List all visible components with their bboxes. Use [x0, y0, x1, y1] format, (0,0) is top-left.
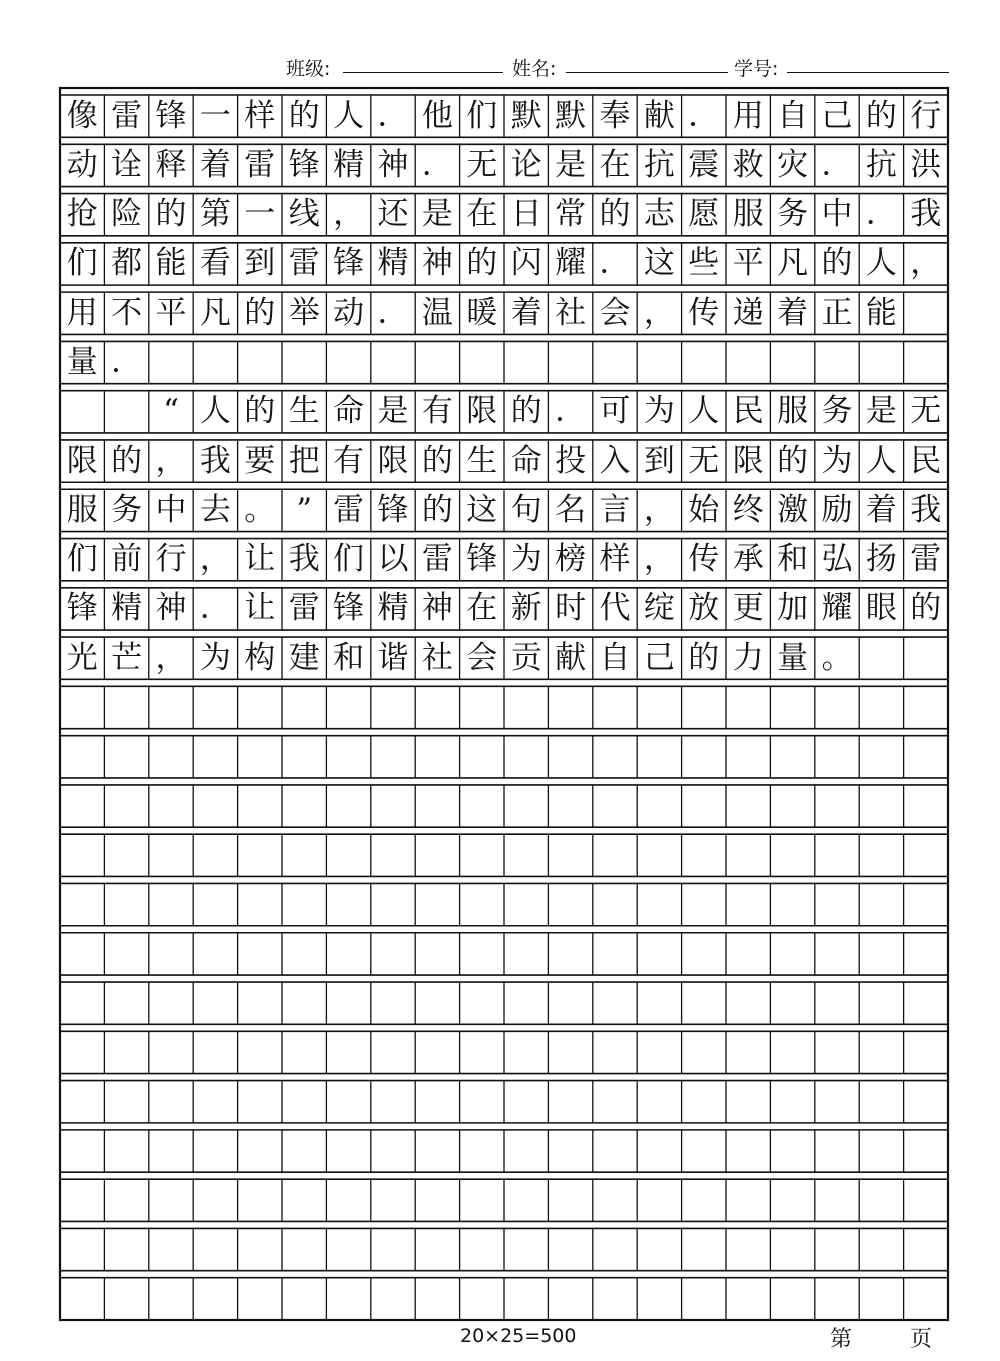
essay-char: ，	[155, 639, 187, 676]
essay-char: 。	[244, 491, 276, 528]
essay-char: 的	[111, 442, 143, 479]
student-id-label: 学号:	[734, 58, 779, 80]
essay-char: 有	[333, 442, 365, 479]
essay-char: 精	[111, 590, 143, 627]
essay-char: 限	[377, 442, 409, 479]
essay-char: 的	[421, 491, 453, 528]
essay-char: 神	[155, 590, 187, 627]
essay-char: 的	[244, 294, 276, 331]
essay-char: 的	[466, 245, 498, 282]
essay-char: 在	[466, 590, 498, 627]
essay-char: 暖	[466, 294, 498, 331]
essay-char: 民	[732, 393, 764, 430]
essay-char: 锋	[288, 146, 320, 183]
essay-char: 构	[244, 639, 276, 676]
essay-char: ，	[155, 442, 187, 479]
essay-char: ．	[377, 97, 409, 134]
essay-char: 精	[333, 146, 365, 183]
essay-char: 到	[244, 245, 276, 282]
essay-char: 精	[377, 590, 409, 627]
essay-char: 限	[466, 393, 498, 430]
essay-char: 们	[66, 541, 98, 578]
essay-char: 锋	[155, 97, 187, 134]
essay-char: 命	[333, 393, 365, 430]
essay-char: 正	[821, 294, 853, 331]
essay-char: 默	[510, 97, 542, 134]
essay-char: 们	[66, 245, 98, 282]
essay-char: 还	[377, 196, 409, 233]
essay-char: 和	[333, 639, 365, 676]
essay-char: 自	[777, 97, 809, 134]
essay-char: 神	[377, 146, 409, 183]
essay-char: 服	[66, 491, 98, 528]
essay-char: 像	[66, 97, 98, 134]
essay-char: 把	[288, 442, 320, 479]
essay-char: 神	[421, 590, 453, 627]
essay-char: 眼	[865, 590, 897, 627]
essay-char: ，	[910, 245, 942, 282]
essay-char: 震	[688, 146, 720, 183]
essay-char: 的	[288, 97, 320, 134]
essay-char: ．	[377, 294, 409, 331]
essay-char: 凡	[199, 294, 231, 331]
essay-char: 闪	[510, 245, 542, 282]
essay-char: 这	[466, 491, 498, 528]
essay-char: 锋	[333, 590, 365, 627]
essay-char: 凡	[777, 245, 809, 282]
essay-char: 己	[643, 639, 675, 676]
essay-char: 锋	[333, 245, 365, 282]
essay-char: 们	[466, 97, 498, 134]
essay-char: 些	[688, 245, 720, 282]
essay-char: 让	[244, 541, 276, 578]
essay-char: 的	[421, 442, 453, 479]
essay-char: 释	[155, 146, 187, 183]
essay-char: 言	[599, 491, 631, 528]
essay-char: 是	[421, 196, 453, 233]
essay-char: ．	[199, 590, 231, 627]
essay-char: 务	[821, 393, 853, 430]
essay-char: 榜	[555, 541, 587, 578]
essay-char: 的	[688, 639, 720, 676]
page-suffix: 页	[910, 1327, 933, 1352]
essay-char: 精	[377, 245, 409, 282]
essay-char: 绽	[643, 590, 675, 627]
essay-char: 无	[466, 146, 498, 183]
essay-char: 我	[199, 442, 231, 479]
essay-char: ．	[555, 393, 587, 430]
essay-char: ，	[643, 491, 675, 528]
essay-char: 量	[777, 639, 809, 676]
essay-char: 传	[688, 541, 720, 578]
essay-char: ，	[643, 294, 675, 331]
essay-char: 险	[111, 196, 143, 233]
essay-char: 的	[599, 196, 631, 233]
essay-char: 抗	[865, 146, 897, 183]
name-label: 姓名:	[512, 58, 557, 80]
essay-char: 的	[865, 97, 897, 134]
essay-char: 日	[510, 196, 542, 233]
essay-char: 他	[421, 97, 453, 134]
essay-char: 传	[688, 294, 720, 331]
essay-char: 放	[688, 590, 720, 627]
essay-char: 我	[910, 491, 942, 528]
essay-char: 务	[777, 196, 809, 233]
essay-char: ，	[333, 196, 365, 233]
essay-char: 人	[865, 442, 897, 479]
essay-char: 们	[333, 541, 365, 578]
essay-char: 抢	[66, 196, 98, 233]
essay-char: 雷	[111, 97, 143, 134]
essay-char: 服	[777, 393, 809, 430]
essay-char: 有	[421, 393, 453, 430]
essay-char: 志	[643, 196, 675, 233]
essay-char: 服	[732, 196, 764, 233]
grid-formula: 20×25=500	[460, 1325, 577, 1347]
essay-char: 抗	[643, 146, 675, 183]
essay-char: 入	[599, 442, 631, 479]
essay-char: 的	[910, 590, 942, 627]
essay-char: 是	[555, 146, 587, 183]
essay-char: 新	[510, 590, 542, 627]
page-prefix: 第	[830, 1327, 853, 1352]
essay-char: 前	[111, 541, 143, 578]
essay-char: 耀	[555, 245, 587, 282]
essay-char: 不	[111, 294, 143, 331]
essay-char: 中	[155, 491, 187, 528]
essay-char: 行	[910, 97, 942, 134]
essay-char: 递	[732, 294, 764, 331]
essay-char: 芒	[111, 639, 143, 676]
essay-char: ，	[199, 541, 231, 578]
essay-char: 社	[555, 294, 587, 331]
essay-char: 常	[555, 196, 587, 233]
essay-char: ．	[111, 344, 143, 381]
essay-char: 雷	[910, 541, 942, 578]
essay-char: 锋	[66, 590, 98, 627]
essay-char: 诠	[111, 146, 143, 183]
essay-char: 社	[421, 639, 453, 676]
essay-char: 励	[821, 491, 853, 528]
essay-char: 我	[288, 541, 320, 578]
essay-char: 代	[599, 590, 631, 627]
essay-char: 着	[199, 146, 231, 183]
essay-char: 锋	[466, 541, 498, 578]
essay-char: 我	[910, 196, 942, 233]
essay-char: 灾	[777, 146, 809, 183]
essay-char: 一	[244, 196, 276, 233]
essay-char: 己	[821, 97, 853, 134]
essay-char: 的	[155, 196, 187, 233]
essay-char: 为	[199, 639, 231, 676]
essay-char: 在	[599, 146, 631, 183]
essay-char: 和	[777, 541, 809, 578]
essay-char: 会	[466, 639, 498, 676]
essay-char: “	[163, 393, 179, 430]
essay-char: 用	[66, 294, 98, 331]
essay-char: 献	[643, 97, 675, 134]
essay-char: 举	[288, 294, 320, 331]
essay-char: 献	[555, 639, 587, 676]
essay-char: 洪	[910, 146, 942, 183]
essay-char: 神	[421, 245, 453, 282]
essay-char: 是	[377, 393, 409, 430]
essay-char: 人	[199, 393, 231, 430]
essay-char: 。	[821, 639, 853, 676]
essay-char: 要	[244, 442, 276, 479]
essay-char: 为	[821, 442, 853, 479]
essay-char: 量	[66, 344, 98, 381]
essay-char: 着	[510, 294, 542, 331]
essay-char: 的	[777, 442, 809, 479]
essay-char: 句	[510, 491, 542, 528]
essay-char: 扬	[865, 541, 897, 578]
essay-char: 贡	[510, 639, 542, 676]
essay-char: 在	[466, 196, 498, 233]
essay-char: 弘	[821, 541, 853, 578]
essay-char: 时	[555, 590, 587, 627]
essay-char: 谐	[377, 639, 409, 676]
essay-char: 让	[244, 590, 276, 627]
essay-char: 始	[688, 491, 720, 528]
essay-char: 为	[510, 541, 542, 578]
essay-char: 的	[510, 393, 542, 430]
essay-char: 雷	[244, 146, 276, 183]
essay-char: 会	[599, 294, 631, 331]
essay-char: 终	[732, 491, 764, 528]
essay-char: 用	[732, 97, 764, 134]
essay-char: 生	[466, 442, 498, 479]
essay-char: 限	[66, 442, 98, 479]
essay-char: ，	[643, 541, 675, 578]
essay-char: 行	[155, 541, 187, 578]
essay-char: 更	[732, 590, 764, 627]
page-number	[830, 1322, 933, 1353]
essay-char: 加	[777, 590, 809, 627]
essay-char: 动	[66, 146, 98, 183]
essay-char: 生	[288, 393, 320, 430]
essay-char: 救	[732, 146, 764, 183]
essay-char: 建	[288, 639, 320, 676]
essay-char: 的	[821, 245, 853, 282]
essay-char: 动	[333, 294, 365, 331]
essay-char: 的	[244, 393, 276, 430]
essay-char: 激	[777, 491, 809, 528]
essay-char: 耀	[821, 590, 853, 627]
essay-char: 温	[421, 294, 453, 331]
essay-char: 锋	[377, 491, 409, 528]
essay-char: 默	[555, 97, 587, 134]
essay-char: 雷	[333, 491, 365, 528]
essay-char: 这	[643, 245, 675, 282]
essay-char: 样	[244, 97, 276, 134]
essay-char: ．	[865, 196, 897, 233]
essay-char: 能	[865, 294, 897, 331]
essay-char: 光	[66, 639, 98, 676]
essay-char: 人	[865, 245, 897, 282]
essay-char: 能	[155, 245, 187, 282]
essay-char: ．	[821, 146, 853, 183]
essay-char: 愿	[688, 196, 720, 233]
essay-char: 是	[865, 393, 897, 430]
essay-char: 平	[732, 245, 764, 282]
essay-char: ．	[688, 97, 720, 134]
essay-char: 雷	[288, 590, 320, 627]
essay-char: 自	[599, 639, 631, 676]
essay-char: 无	[688, 442, 720, 479]
essay-char: 可	[599, 393, 631, 430]
essay-char: 都	[111, 245, 143, 282]
essay-char: 着	[865, 491, 897, 528]
class-label: 班级:	[286, 58, 331, 80]
essay-char: 线	[288, 196, 320, 233]
essay-char: ．	[421, 146, 453, 183]
essay-char: 人	[688, 393, 720, 430]
essay-char: 平	[155, 294, 187, 331]
essay-char: 民	[910, 442, 942, 479]
essay-char: 样	[599, 541, 631, 578]
essay-char: 到	[643, 442, 675, 479]
essay-char: 投	[555, 442, 587, 479]
essay-char: 去	[199, 491, 231, 528]
essay-char: 人	[333, 97, 365, 134]
essay-char: 务	[111, 491, 143, 528]
essay-char: 命	[510, 442, 542, 479]
essay-char: 奉	[599, 97, 631, 134]
essay-char: 论	[510, 146, 542, 183]
essay-char: 为	[643, 393, 675, 430]
essay-char: 以	[377, 541, 409, 578]
essay-char: 中	[821, 196, 853, 233]
essay-char: 名	[555, 491, 587, 528]
essay-char: 一	[199, 97, 231, 134]
essay-char: ”	[296, 491, 313, 528]
essay-char: 看	[199, 245, 231, 282]
essay-char: ．	[599, 245, 631, 282]
essay-char: 无	[910, 393, 942, 430]
essay-char: 第	[199, 196, 231, 233]
essay-char: 承	[732, 541, 764, 578]
essay-char: 力	[732, 639, 764, 676]
essay-char: 限	[732, 442, 764, 479]
essay-char: 雷	[288, 245, 320, 282]
essay-char: 雷	[421, 541, 453, 578]
essay-char: 着	[777, 294, 809, 331]
